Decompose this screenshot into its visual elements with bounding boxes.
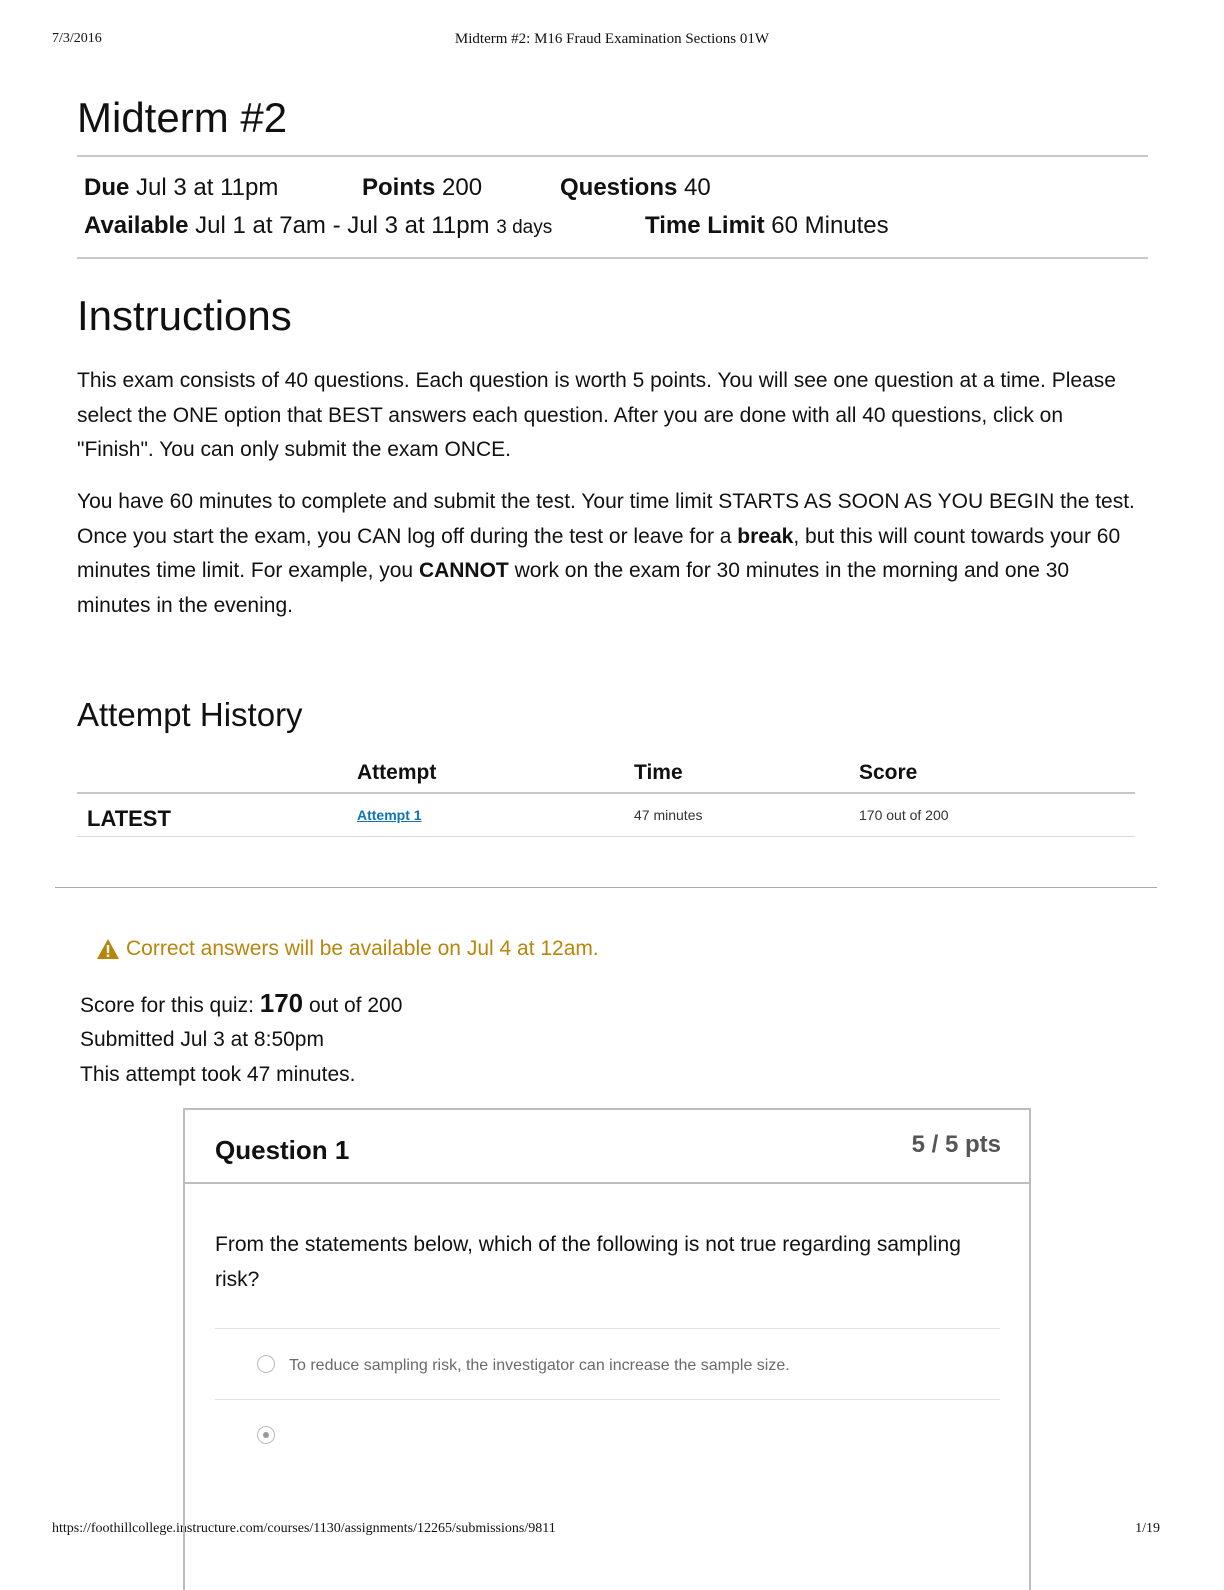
divider — [77, 155, 1148, 157]
instructions-text: work on the exam for 30 minutes in the morning and one 30 minutes in the evening. — [77, 559, 1070, 617]
question-points: 5 / 5 pts — [911, 1131, 1001, 1158]
print-page-number: 1/19 — [1135, 1521, 1160, 1536]
instructions-emphasis: CANNOT — [418, 559, 509, 582]
attempt-time: 47 minutes — [634, 807, 703, 823]
questions-value: 40 — [684, 174, 711, 201]
print-title: Midterm #2: M16 Fraud Examination Sections 01W — [454, 31, 770, 47]
instructions-paragraph-1: This exam consists of 40 questions. Each question is worth 5 points. You will see one question at a time. Please select the ONE option that BEST answers each question. After you are done with all 40 questions, click on "Finish". You can only submit the exam ONCE. — [77, 369, 1116, 461]
available-days: 3 days — [496, 217, 553, 238]
row-label-latest: LATEST — [87, 806, 171, 831]
divider — [77, 257, 1148, 259]
questions-label: Questions — [560, 174, 678, 201]
column-header-attempt: Attempt — [357, 761, 437, 784]
radio-unselected-icon[interactable] — [257, 1355, 275, 1373]
instructions-text: You have 60 minutes to complete and submit the test. Your time limit STARTS AS SOON AS YOU BEGIN the test. Once you start the exam, you CAN log off during the test or leave for a — [77, 490, 1135, 548]
column-header-time: Time — [634, 761, 683, 784]
radio-selected-icon[interactable] — [257, 1426, 275, 1444]
attempt-1-link[interactable]: Attempt 1 — [357, 807, 422, 823]
answer-divider — [215, 1399, 1000, 1400]
answer-divider — [215, 1328, 1000, 1329]
radio-dot — [263, 1432, 269, 1438]
attempt-score: 170 out of 200 — [859, 807, 949, 823]
print-date: 7/3/2016 — [52, 31, 102, 46]
due-value: Jul 3 at 11pm — [136, 174, 279, 201]
score-prefix: Score for this quiz: — [80, 994, 260, 1017]
question-header — [185, 1110, 1029, 1184]
available-value: Jul 1 at 7am - Jul 3 at 11pm — [195, 212, 490, 239]
time-limit-label: Time Limit — [645, 212, 765, 239]
points-value: 200 — [442, 174, 483, 201]
due-date — [84, 174, 278, 202]
table-header-divider — [77, 792, 1135, 794]
question-title: Question 1 — [215, 1135, 350, 1165]
answer-text: To reduce sampling risk, the investigator can increase the sample size. — [289, 1357, 790, 1374]
available-label: Available — [84, 212, 189, 239]
due-label: Due — [84, 174, 130, 201]
question-text: From the statements below, which of the following is not true regarding sampling risk? — [215, 1233, 961, 1291]
warning-text: Correct answers will be available on Jul 4 at 12am. — [126, 937, 599, 960]
attempt-history-title: Attempt History — [77, 696, 303, 733]
time-limit — [645, 212, 889, 240]
questions-count — [560, 174, 711, 202]
instructions-emphasis: break — [737, 524, 794, 548]
instructions-paragraph-2 — [77, 485, 1137, 623]
score-suffix: out of 200 — [303, 994, 403, 1017]
column-header-score: Score — [859, 761, 918, 784]
submitted-time: Submitted Jul 3 at 8:50pm — [80, 1028, 324, 1051]
instructions-title: Instructions — [77, 292, 292, 339]
points — [362, 174, 482, 202]
attempt-duration: This attempt took 47 minutes. — [80, 1063, 356, 1086]
instructions-text: , but this will count towards your 60 minutes time limit. For example, you — [77, 524, 1121, 582]
print-url: https://foothillcollege.instructure.com/courses/1130/assignments/12265/submissions/9811 — [52, 1521, 556, 1536]
table-row-divider — [77, 836, 1135, 837]
availability — [84, 212, 552, 240]
score-value: 170 — [259, 988, 304, 1018]
quiz-score — [80, 988, 402, 1019]
answers-availability-notice — [96, 937, 599, 961]
time-limit-value: 60 Minutes — [771, 212, 889, 239]
points-label: Points — [362, 174, 436, 201]
warning-triangle-icon — [96, 938, 120, 960]
section-divider — [55, 887, 1157, 888]
page-title: Midterm #2 — [77, 94, 288, 141]
question-card — [183, 1108, 1031, 1590]
